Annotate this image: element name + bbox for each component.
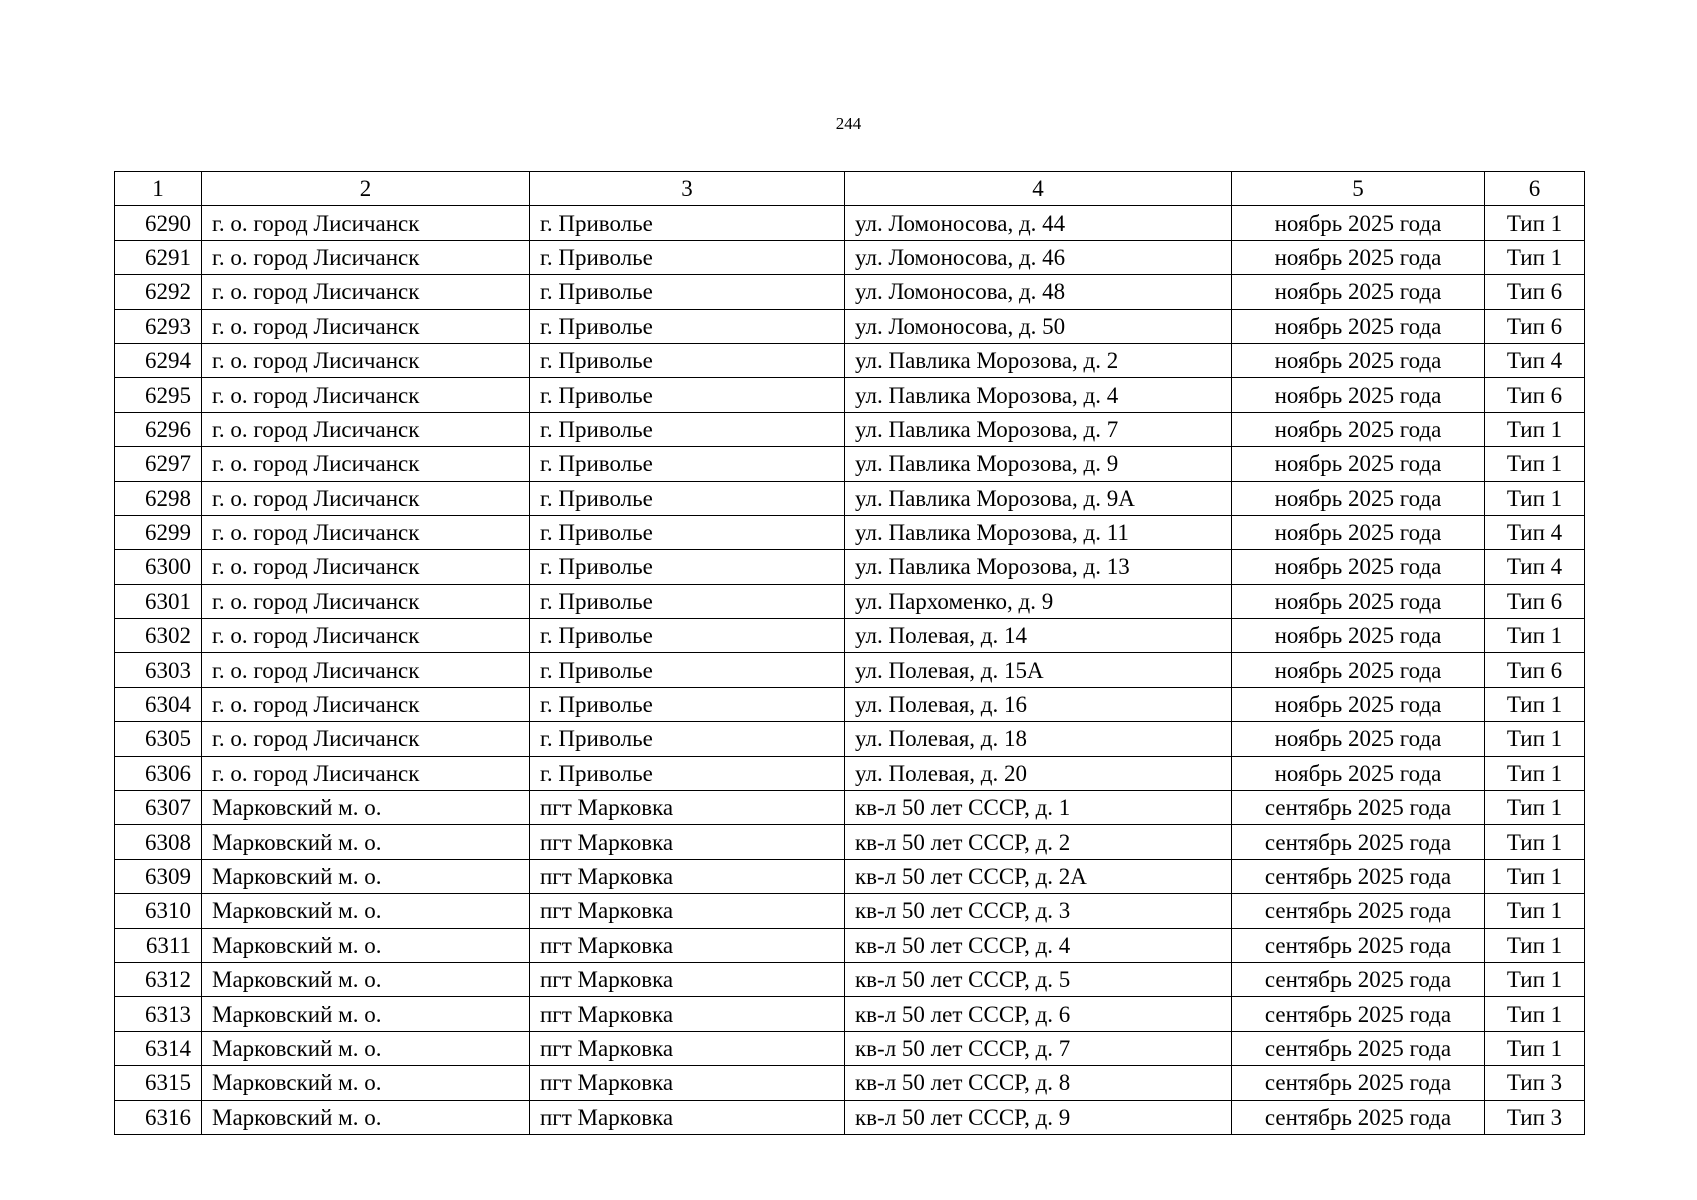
table-row — [115, 619, 1585, 653]
cell-address: ул. Полевая, д. 20 — [845, 756, 1232, 790]
cell-deadline: сентябрь 2025 года — [1232, 1031, 1485, 1065]
cell-row-number: 6308 — [115, 825, 202, 859]
cell-type: Тип 1 — [1485, 894, 1585, 928]
cell-deadline: ноябрь 2025 года — [1232, 206, 1485, 240]
cell-deadline: ноябрь 2025 года — [1232, 309, 1485, 343]
cell-address: ул. Павлика Морозова, д. 13 — [845, 550, 1232, 584]
cell-type: Тип 1 — [1485, 206, 1585, 240]
cell-settlement: пгт Марковка — [530, 962, 845, 996]
cell-settlement: г. Приволье — [530, 275, 845, 309]
cell-municipality: Марковский м. о. — [202, 928, 530, 962]
cell-settlement: пгт Марковка — [530, 928, 845, 962]
column-header-3: 3 — [530, 172, 845, 206]
cell-municipality: г. о. город Лисичанск — [202, 722, 530, 756]
cell-type: Тип 3 — [1485, 1066, 1585, 1100]
cell-municipality: г. о. город Лисичанск — [202, 378, 530, 412]
cell-address: кв-л 50 лет СССР, д. 2А — [845, 859, 1232, 893]
cell-deadline: ноябрь 2025 года — [1232, 515, 1485, 549]
cell-settlement: г. Приволье — [530, 206, 845, 240]
cell-type: Тип 4 — [1485, 343, 1585, 377]
cell-address: ул. Павлика Морозова, д. 4 — [845, 378, 1232, 412]
cell-settlement: г. Приволье — [530, 653, 845, 687]
cell-address: ул. Пархоменко, д. 9 — [845, 584, 1232, 618]
cell-settlement: г. Приволье — [530, 240, 845, 274]
cell-address: кв-л 50 лет СССР, д. 9 — [845, 1100, 1232, 1134]
table-row — [115, 1066, 1585, 1100]
cell-municipality: Марковский м. о. — [202, 825, 530, 859]
table-row — [115, 240, 1585, 274]
cell-address: кв-л 50 лет СССР, д. 8 — [845, 1066, 1232, 1100]
cell-deadline: ноябрь 2025 года — [1232, 240, 1485, 274]
data-table — [114, 171, 1585, 1135]
cell-row-number: 6305 — [115, 722, 202, 756]
cell-deadline: сентябрь 2025 года — [1232, 997, 1485, 1031]
cell-row-number: 6307 — [115, 791, 202, 825]
cell-municipality: Марковский м. о. — [202, 1066, 530, 1100]
cell-row-number: 6311 — [115, 928, 202, 962]
cell-settlement: г. Приволье — [530, 722, 845, 756]
cell-type: Тип 6 — [1485, 378, 1585, 412]
table-row — [115, 859, 1585, 893]
cell-settlement: г. Приволье — [530, 412, 845, 446]
cell-row-number: 6302 — [115, 619, 202, 653]
cell-row-number: 6299 — [115, 515, 202, 549]
cell-municipality: г. о. город Лисичанск — [202, 343, 530, 377]
cell-municipality: г. о. город Лисичанск — [202, 447, 530, 481]
cell-settlement: г. Приволье — [530, 756, 845, 790]
cell-address: кв-л 50 лет СССР, д. 6 — [845, 997, 1232, 1031]
table-row — [115, 378, 1585, 412]
header-row — [115, 172, 1585, 206]
table-body — [115, 206, 1585, 1135]
cell-municipality: Марковский м. о. — [202, 894, 530, 928]
column-header-6: 6 — [1485, 172, 1585, 206]
cell-address: кв-л 50 лет СССР, д. 1 — [845, 791, 1232, 825]
cell-settlement: г. Приволье — [530, 447, 845, 481]
cell-address: ул. Павлика Морозова, д. 7 — [845, 412, 1232, 446]
table-row — [115, 928, 1585, 962]
cell-municipality: г. о. город Лисичанск — [202, 584, 530, 618]
cell-address: ул. Полевая, д. 16 — [845, 687, 1232, 721]
cell-row-number: 6292 — [115, 275, 202, 309]
table-row — [115, 309, 1585, 343]
table-row — [115, 1031, 1585, 1065]
cell-municipality: Марковский м. о. — [202, 962, 530, 996]
cell-deadline: сентябрь 2025 года — [1232, 1100, 1485, 1134]
cell-type: Тип 1 — [1485, 240, 1585, 274]
cell-address: кв-л 50 лет СССР, д. 3 — [845, 894, 1232, 928]
table-row — [115, 447, 1585, 481]
cell-municipality: г. о. город Лисичанск — [202, 515, 530, 549]
cell-row-number: 6300 — [115, 550, 202, 584]
cell-settlement: г. Приволье — [530, 619, 845, 653]
cell-address: ул. Ломоносова, д. 50 — [845, 309, 1232, 343]
cell-settlement: г. Приволье — [530, 481, 845, 515]
table-row — [115, 997, 1585, 1031]
cell-deadline: ноябрь 2025 года — [1232, 275, 1485, 309]
cell-type: Тип 3 — [1485, 1100, 1585, 1134]
table-row — [115, 481, 1585, 515]
cell-row-number: 6314 — [115, 1031, 202, 1065]
table-row — [115, 653, 1585, 687]
table-row — [115, 687, 1585, 721]
cell-deadline: сентябрь 2025 года — [1232, 859, 1485, 893]
cell-municipality: г. о. город Лисичанск — [202, 206, 530, 240]
cell-type: Тип 6 — [1485, 309, 1585, 343]
cell-type: Тип 6 — [1485, 584, 1585, 618]
cell-municipality: Марковский м. о. — [202, 1100, 530, 1134]
cell-row-number: 6294 — [115, 343, 202, 377]
cell-type: Тип 1 — [1485, 619, 1585, 653]
cell-row-number: 6291 — [115, 240, 202, 274]
cell-type: Тип 6 — [1485, 275, 1585, 309]
cell-address: ул. Павлика Морозова, д. 2 — [845, 343, 1232, 377]
cell-type: Тип 1 — [1485, 859, 1585, 893]
cell-municipality: г. о. город Лисичанск — [202, 309, 530, 343]
cell-type: Тип 1 — [1485, 791, 1585, 825]
table-row — [115, 206, 1585, 240]
table-row — [115, 722, 1585, 756]
cell-row-number: 6293 — [115, 309, 202, 343]
cell-type: Тип 1 — [1485, 756, 1585, 790]
cell-municipality: Марковский м. о. — [202, 791, 530, 825]
cell-type: Тип 1 — [1485, 412, 1585, 446]
cell-settlement: пгт Марковка — [530, 1066, 845, 1100]
cell-type: Тип 1 — [1485, 1031, 1585, 1065]
cell-type: Тип 1 — [1485, 481, 1585, 515]
cell-address: ул. Ломоносова, д. 46 — [845, 240, 1232, 274]
cell-row-number: 6303 — [115, 653, 202, 687]
cell-municipality: Марковский м. о. — [202, 1031, 530, 1065]
cell-municipality: г. о. город Лисичанск — [202, 240, 530, 274]
cell-type: Тип 4 — [1485, 515, 1585, 549]
cell-row-number: 6313 — [115, 997, 202, 1031]
cell-type: Тип 1 — [1485, 447, 1585, 481]
cell-row-number: 6295 — [115, 378, 202, 412]
cell-address: ул. Ломоносова, д. 48 — [845, 275, 1232, 309]
cell-address: ул. Павлика Морозова, д. 9 — [845, 447, 1232, 481]
cell-municipality: г. о. город Лисичанск — [202, 412, 530, 446]
cell-address: кв-л 50 лет СССР, д. 2 — [845, 825, 1232, 859]
cell-municipality: г. о. город Лисичанск — [202, 275, 530, 309]
cell-settlement: г. Приволье — [530, 378, 845, 412]
cell-deadline: ноябрь 2025 года — [1232, 447, 1485, 481]
table-row — [115, 825, 1585, 859]
cell-settlement: г. Приволье — [530, 309, 845, 343]
cell-deadline: ноябрь 2025 года — [1232, 378, 1485, 412]
cell-row-number: 6304 — [115, 687, 202, 721]
cell-municipality: г. о. город Лисичанск — [202, 653, 530, 687]
cell-deadline: сентябрь 2025 года — [1232, 791, 1485, 825]
cell-row-number: 6312 — [115, 962, 202, 996]
cell-settlement: пгт Марковка — [530, 825, 845, 859]
cell-row-number: 6290 — [115, 206, 202, 240]
cell-municipality: г. о. город Лисичанск — [202, 619, 530, 653]
cell-row-number: 6297 — [115, 447, 202, 481]
page-number: 244 — [835, 114, 862, 133]
cell-type: Тип 1 — [1485, 997, 1585, 1031]
column-header-1: 1 — [115, 172, 202, 206]
table-row — [115, 791, 1585, 825]
column-header-5: 5 — [1232, 172, 1485, 206]
cell-row-number: 6301 — [115, 584, 202, 618]
cell-deadline: ноябрь 2025 года — [1232, 687, 1485, 721]
cell-settlement: пгт Марковка — [530, 1031, 845, 1065]
cell-settlement: г. Приволье — [530, 550, 845, 584]
cell-row-number: 6296 — [115, 412, 202, 446]
cell-type: Тип 1 — [1485, 722, 1585, 756]
cell-address: ул. Павлика Морозова, д. 11 — [845, 515, 1232, 549]
cell-address: ул. Полевая, д. 15А — [845, 653, 1232, 687]
cell-settlement: пгт Марковка — [530, 859, 845, 893]
cell-municipality: г. о. город Лисичанск — [202, 687, 530, 721]
cell-deadline: ноябрь 2025 года — [1232, 584, 1485, 618]
cell-municipality: г. о. город Лисичанск — [202, 481, 530, 515]
cell-address: кв-л 50 лет СССР, д. 7 — [845, 1031, 1232, 1065]
cell-type: Тип 6 — [1485, 653, 1585, 687]
cell-municipality: Марковский м. о. — [202, 997, 530, 1031]
cell-row-number: 6298 — [115, 481, 202, 515]
cell-deadline: сентябрь 2025 года — [1232, 1066, 1485, 1100]
cell-address: ул. Ломоносова, д. 44 — [845, 206, 1232, 240]
cell-address: ул. Павлика Морозова, д. 9А — [845, 481, 1232, 515]
cell-settlement: г. Приволье — [530, 687, 845, 721]
cell-row-number: 6310 — [115, 894, 202, 928]
cell-row-number: 6316 — [115, 1100, 202, 1134]
table-row — [115, 412, 1585, 446]
cell-deadline: ноябрь 2025 года — [1232, 619, 1485, 653]
cell-deadline: сентябрь 2025 года — [1232, 962, 1485, 996]
table-row — [115, 515, 1585, 549]
cell-row-number: 6315 — [115, 1066, 202, 1100]
table-row — [115, 894, 1585, 928]
cell-settlement: пгт Марковка — [530, 791, 845, 825]
table-row — [115, 343, 1585, 377]
cell-municipality: г. о. город Лисичанск — [202, 550, 530, 584]
cell-deadline: ноябрь 2025 года — [1232, 412, 1485, 446]
cell-settlement: г. Приволье — [530, 343, 845, 377]
table-row — [115, 756, 1585, 790]
cell-address: ул. Полевая, д. 14 — [845, 619, 1232, 653]
cell-deadline: ноябрь 2025 года — [1232, 756, 1485, 790]
cell-settlement: г. Приволье — [530, 515, 845, 549]
cell-type: Тип 4 — [1485, 550, 1585, 584]
cell-deadline: ноябрь 2025 года — [1232, 653, 1485, 687]
cell-deadline: сентябрь 2025 года — [1232, 825, 1485, 859]
table-row — [115, 584, 1585, 618]
cell-address: ул. Полевая, д. 18 — [845, 722, 1232, 756]
cell-deadline: сентябрь 2025 года — [1232, 928, 1485, 962]
cell-row-number: 6309 — [115, 859, 202, 893]
cell-municipality: Марковский м. о. — [202, 859, 530, 893]
table-row — [115, 1100, 1585, 1134]
table-row — [115, 962, 1585, 996]
cell-deadline: ноябрь 2025 года — [1232, 550, 1485, 584]
cell-settlement: пгт Марковка — [530, 997, 845, 1031]
table-row — [115, 550, 1585, 584]
cell-settlement: г. Приволье — [530, 584, 845, 618]
cell-type: Тип 1 — [1485, 687, 1585, 721]
cell-type: Тип 1 — [1485, 962, 1585, 996]
cell-settlement: пгт Марковка — [530, 1100, 845, 1134]
cell-deadline: ноябрь 2025 года — [1232, 343, 1485, 377]
cell-address: кв-л 50 лет СССР, д. 4 — [845, 928, 1232, 962]
cell-deadline: ноябрь 2025 года — [1232, 722, 1485, 756]
cell-type: Тип 1 — [1485, 928, 1585, 962]
cell-deadline: сентябрь 2025 года — [1232, 894, 1485, 928]
column-header-4: 4 — [845, 172, 1232, 206]
table-row — [115, 275, 1585, 309]
cell-type: Тип 1 — [1485, 825, 1585, 859]
cell-row-number: 6306 — [115, 756, 202, 790]
cell-address: кв-л 50 лет СССР, д. 5 — [845, 962, 1232, 996]
column-header-2: 2 — [202, 172, 530, 206]
cell-settlement: пгт Марковка — [530, 894, 845, 928]
cell-municipality: г. о. город Лисичанск — [202, 756, 530, 790]
cell-deadline: ноябрь 2025 года — [1232, 481, 1485, 515]
